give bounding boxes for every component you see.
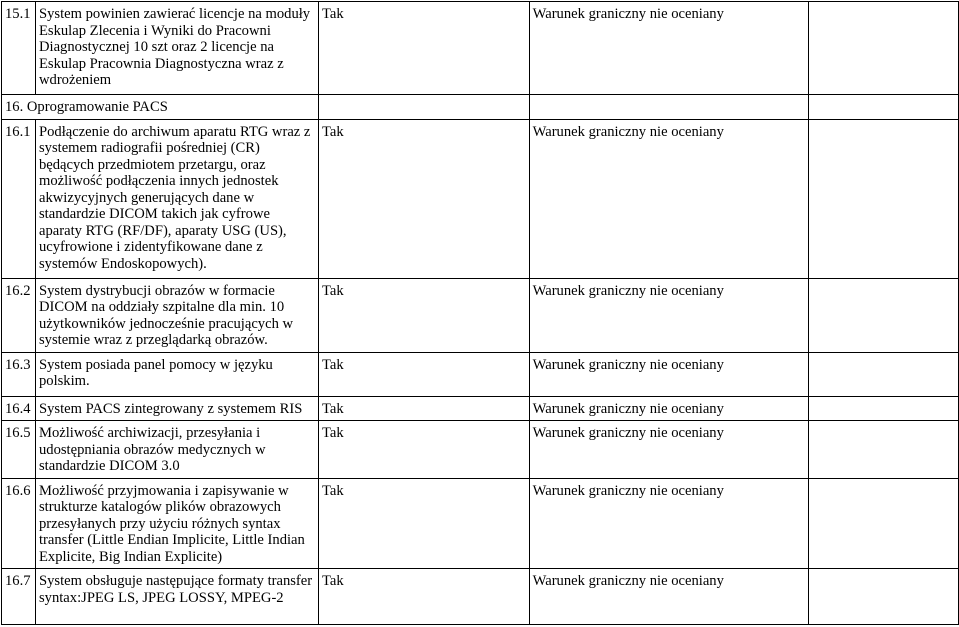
row-condition: Warunek graniczny nie oceniany (529, 278, 809, 352)
section-row (2, 95, 959, 120)
table-row (2, 569, 959, 625)
table-row (2, 119, 959, 278)
row-condition: Warunek graniczny nie oceniany (529, 421, 809, 479)
row-condition: Warunek graniczny nie oceniany (529, 396, 809, 421)
row-number: 16.3 (2, 352, 36, 396)
row-answer: Tak (318, 119, 529, 278)
row-description: Podłączenie do archiwum aparatu RTG wraz z systemem radiografii pośredniej (CR) będących przedmiotem przetargu, oraz możliwość podłączenia innych jednostek akwizycyjnych generujących dane w standardzie DICOM takich jak cyfrowe aparaty RTG (RF/DF), aparaty USG (US), ucyfrowione i zidentyfikowane dane z systemów Endoskopowych). (35, 119, 318, 278)
row-empty-cell (809, 396, 959, 421)
section-empty-cell (529, 95, 809, 120)
row-number: 16.7 (2, 569, 36, 625)
row-description: System PACS zintegrowany z systemem RIS (35, 396, 318, 421)
row-number: 15.1 (2, 2, 36, 95)
section-empty-cell (809, 95, 959, 120)
row-condition: Warunek graniczny nie oceniany (529, 478, 809, 569)
table-row (2, 2, 959, 95)
row-answer: Tak (318, 569, 529, 625)
table-row (2, 421, 959, 479)
row-condition: Warunek graniczny nie oceniany (529, 352, 809, 396)
row-empty-cell (809, 352, 959, 396)
row-description: Możliwość przyjmowania i zapisywanie w strukturze katalogów plików obrazowych przesyłanych przy użyciu różnych syntax transfer (Little Endian Implicite, Little Indian Explicite, Big Indian Explicite) (35, 478, 318, 569)
row-empty-cell (809, 421, 959, 479)
row-answer: Tak (318, 2, 529, 95)
row-description: System dystrybucji obrazów w formacie DICOM na oddziały szpitalne dla min. 10 użytkowników jednocześnie pracujących w systemie wraz z przeglądarką obrazów. (35, 278, 318, 352)
row-answer: Tak (318, 421, 529, 479)
row-description: System powinien zawierać licencje na moduły Eskulap Zlecenia i Wyniki do Pracowni Diagnostycznej 10 szt oraz 2 licencje na Eskulap Pracownia Diagnostyczna wraz z wdrożeniem (35, 2, 318, 95)
row-empty-cell (809, 278, 959, 352)
row-empty-cell (809, 2, 959, 95)
row-answer: Tak (318, 278, 529, 352)
section-title: 16. Oprogramowanie PACS (2, 95, 319, 120)
row-answer: Tak (318, 352, 529, 396)
row-number: 16.5 (2, 421, 36, 479)
table-row (2, 352, 959, 396)
row-empty-cell (809, 569, 959, 625)
row-description: System posiada panel pomocy w języku polskim. (35, 352, 318, 396)
row-condition: Warunek graniczny nie oceniany (529, 119, 809, 278)
row-empty-cell (809, 478, 959, 569)
row-answer: Tak (318, 396, 529, 421)
row-number: 16.1 (2, 119, 36, 278)
row-condition: Warunek graniczny nie oceniany (529, 2, 809, 95)
section-empty-cell (318, 95, 529, 120)
table-row (2, 478, 959, 569)
row-answer: Tak (318, 478, 529, 569)
row-condition: Warunek graniczny nie oceniany (529, 569, 809, 625)
row-number: 16.6 (2, 478, 36, 569)
row-description: Możliwość archiwizacji, przesyłania i udostępniania obrazów medycznych w standardzie DICOM 3.0 (35, 421, 318, 479)
table-row (2, 278, 959, 352)
row-description: System obsługuje następujące formaty transfer syntax:JPEG LS, JPEG LOSSY, MPEG-2 (35, 569, 318, 625)
table-row (2, 396, 959, 421)
requirements-table (1, 1, 959, 625)
row-number: 16.4 (2, 396, 36, 421)
row-empty-cell (809, 119, 959, 278)
row-number: 16.2 (2, 278, 36, 352)
